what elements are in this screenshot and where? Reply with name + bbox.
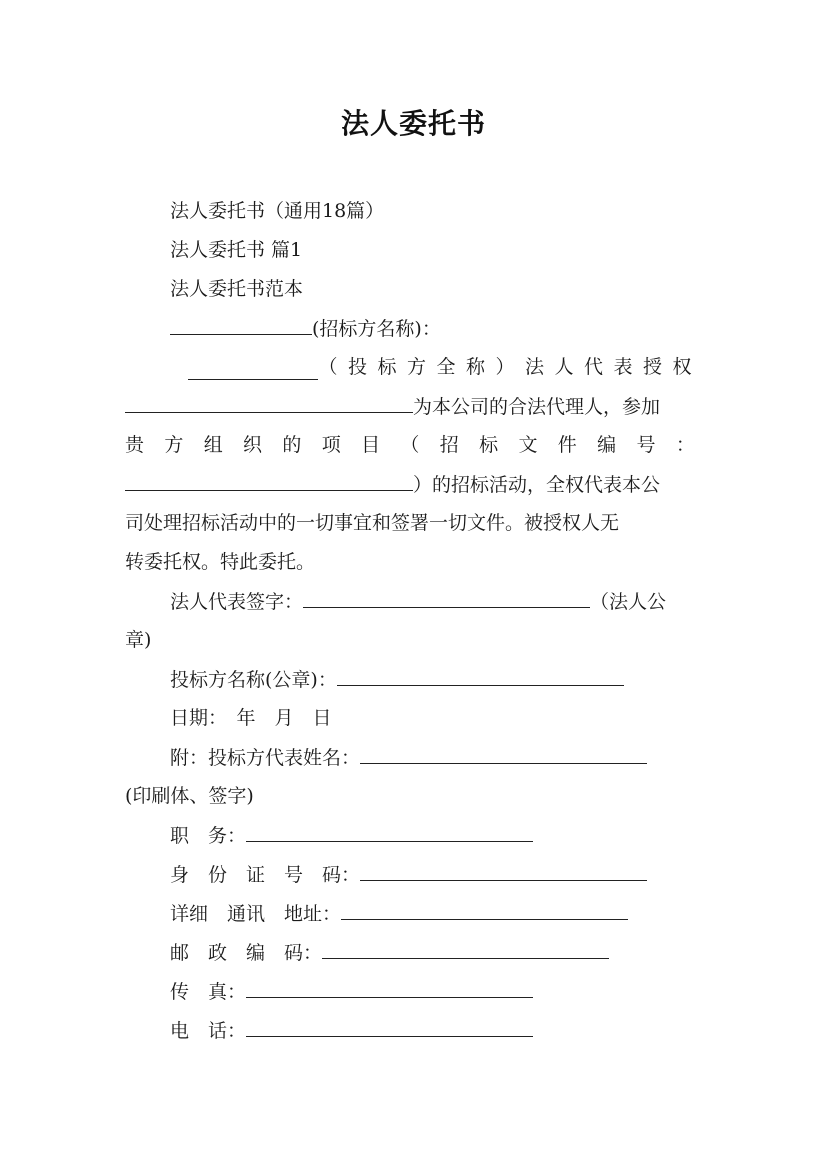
phone-label: 电 话： xyxy=(170,1020,247,1042)
char: 贵 xyxy=(125,434,145,456)
bidder-name-blank xyxy=(337,666,624,686)
bidder-fullname-blank xyxy=(188,360,318,380)
attachment-label: 附：投标方代表姓名： xyxy=(170,747,361,769)
document-title: 法人委托书 xyxy=(340,107,486,140)
postal-code-blank xyxy=(322,939,609,959)
para-line-4 xyxy=(125,471,660,498)
char: ： xyxy=(675,434,695,456)
date-line: 日期： 年 月 日 xyxy=(170,707,332,729)
subtitle: 法人委托书（通用18篇） xyxy=(170,200,385,222)
char: 目 xyxy=(361,434,381,456)
signature-label: 法人代表签字： xyxy=(170,591,304,613)
char: 号 xyxy=(636,434,656,456)
phone-line xyxy=(170,1017,533,1044)
postal-code-label: 邮 政 编 码： xyxy=(170,942,323,964)
position-line xyxy=(170,822,533,849)
para-line-1-suffix: （投标方全称）法人代表授权 xyxy=(318,356,702,378)
position-blank xyxy=(246,822,533,842)
address-line xyxy=(170,900,628,927)
agent-name-blank xyxy=(125,393,413,413)
addressee-line xyxy=(170,315,441,342)
char: 文 xyxy=(518,434,538,456)
signature-suffix: （法人公 xyxy=(590,591,667,613)
char: 组 xyxy=(203,434,223,456)
para-line-5: 司处理招标活动中的一切事宜和签署一切文件。被授权人无 xyxy=(125,512,620,534)
addressee-blank xyxy=(170,315,312,335)
attachment-cont: (印刷体、签字) xyxy=(125,785,254,807)
char: 方 xyxy=(164,434,184,456)
position-label: 职 务： xyxy=(170,825,247,847)
address-blank xyxy=(341,900,628,920)
signature-line xyxy=(170,588,666,615)
fax-line xyxy=(170,978,533,1005)
char: 编 xyxy=(597,434,617,456)
fax-label: 传 真： xyxy=(170,981,247,1003)
phone-blank xyxy=(246,1017,533,1037)
para-line-3 xyxy=(125,432,695,458)
signature-blank xyxy=(303,588,590,608)
char: 织 xyxy=(243,434,263,456)
char: （ xyxy=(400,434,420,456)
para-line-6: 转委托权。特此委托。 xyxy=(125,551,316,573)
fax-blank xyxy=(246,978,533,998)
signature-cont: 章) xyxy=(125,629,152,651)
address-label: 详细 通讯 地址： xyxy=(170,903,342,925)
char: 项 xyxy=(321,434,341,456)
char: 标 xyxy=(479,434,499,456)
para-line-2 xyxy=(125,393,660,420)
bidder-name-label: 投标方名称(公章)： xyxy=(170,669,337,691)
id-number-blank xyxy=(360,861,647,881)
char: 的 xyxy=(282,434,302,456)
bidder-name-line xyxy=(170,666,624,693)
template-label: 法人委托书范本 xyxy=(170,278,304,300)
char: 招 xyxy=(439,434,459,456)
id-number-line xyxy=(170,861,647,888)
addressee-suffix: (招标方名称)： xyxy=(312,318,441,340)
char: 件 xyxy=(557,434,577,456)
para-line-1 xyxy=(188,354,702,380)
tender-doc-number-blank xyxy=(125,471,413,491)
representative-name-blank xyxy=(360,744,647,764)
para-line-4-suffix: ）的招标活动，全权代表本公 xyxy=(413,474,661,496)
attachment-line xyxy=(170,744,647,771)
section-heading: 法人委托书 篇1 xyxy=(170,239,303,261)
para-line-2-suffix: 为本公司的合法代理人，参加 xyxy=(413,396,661,418)
postal-code-line xyxy=(170,939,609,966)
id-number-label: 身 份 证 号 码： xyxy=(170,864,361,886)
